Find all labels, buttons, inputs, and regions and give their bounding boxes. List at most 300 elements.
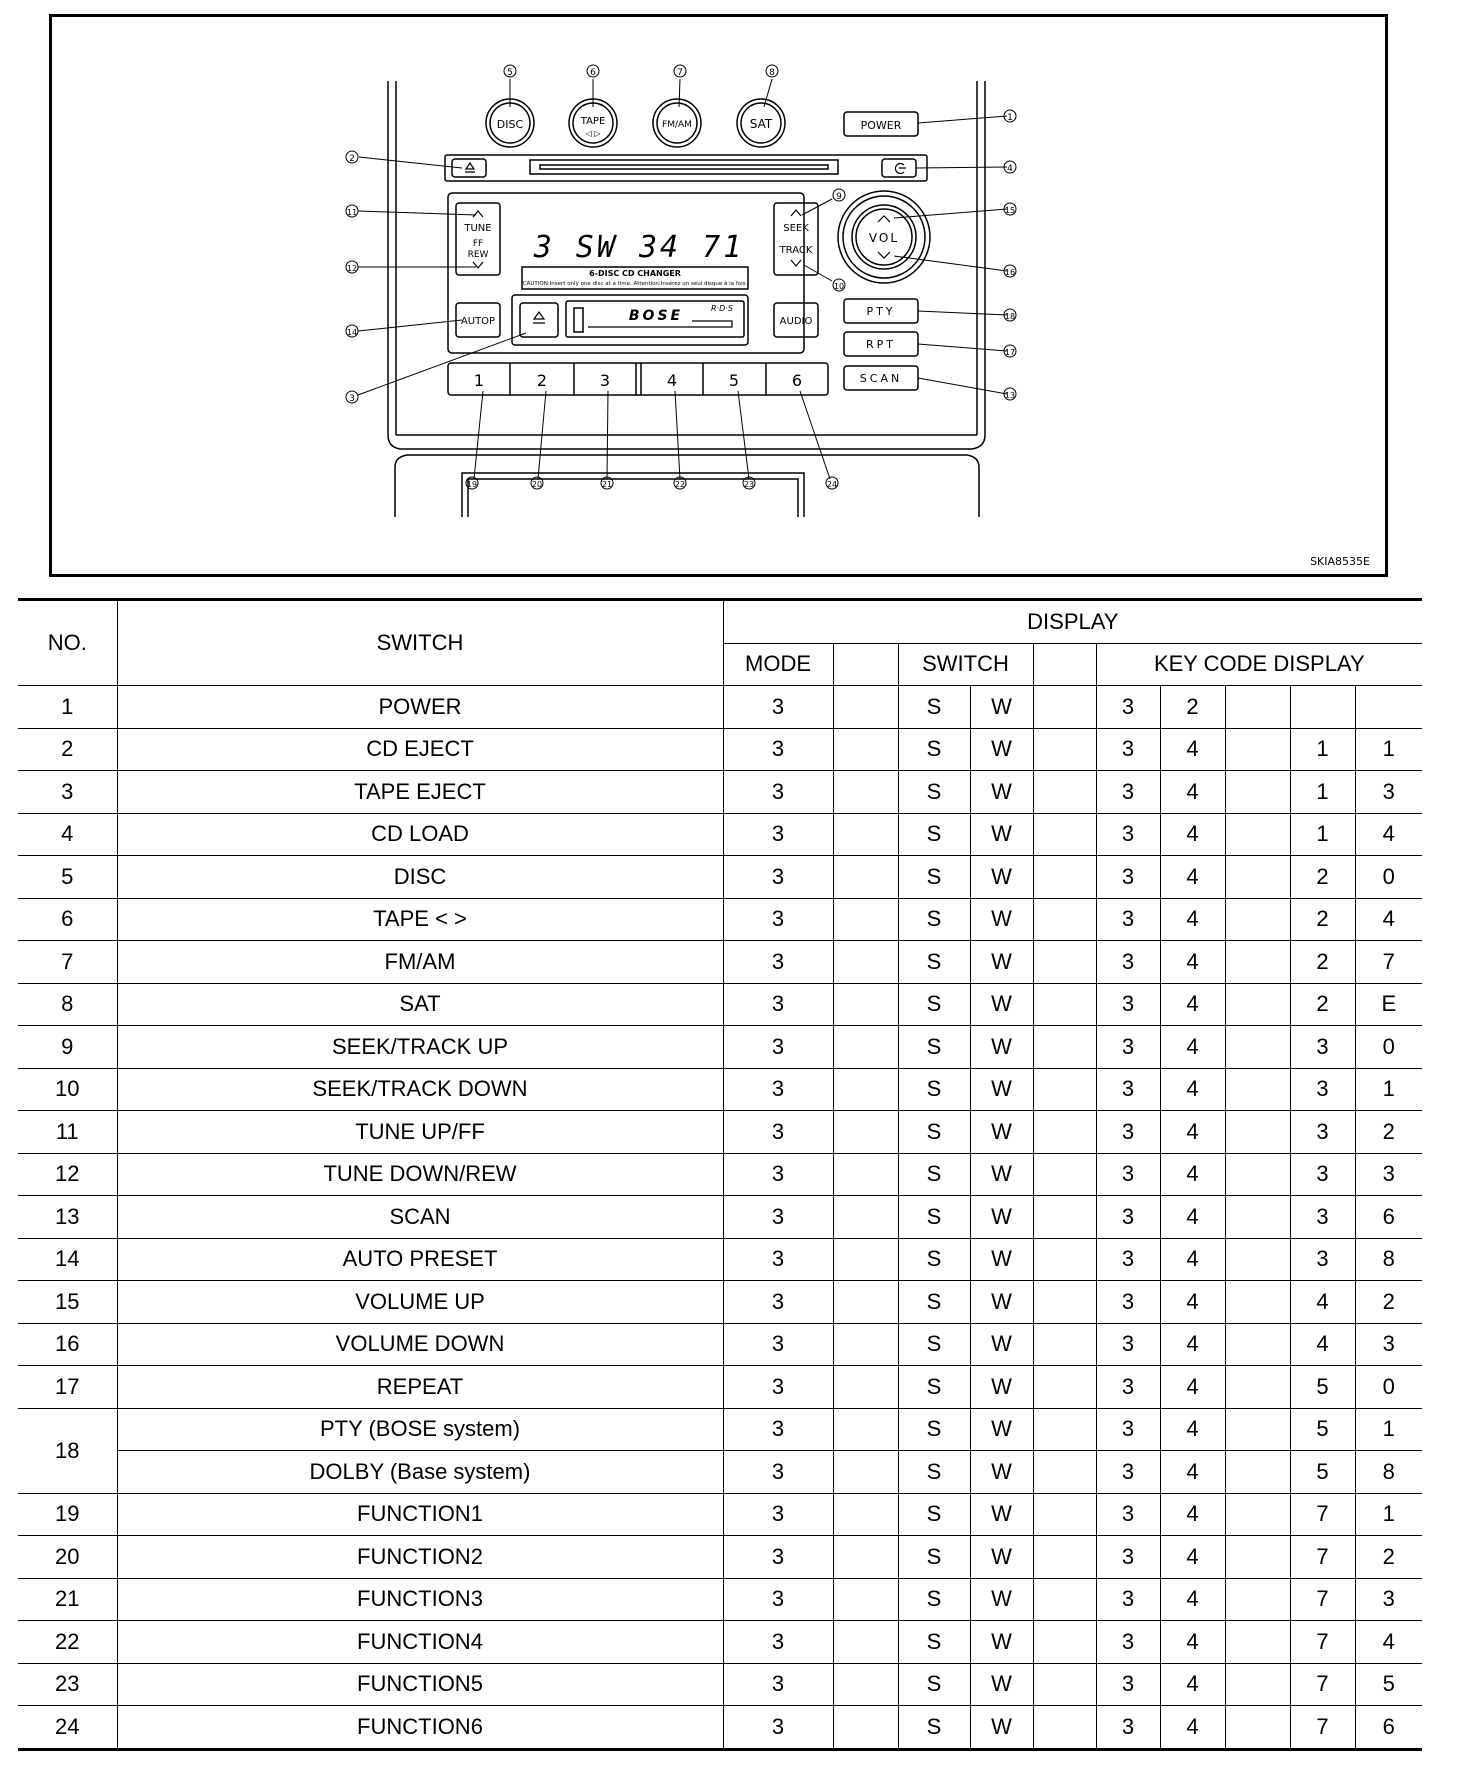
cell-key-1: 3: [1096, 1366, 1160, 1409]
cell-key-4: 0: [1355, 1026, 1422, 1069]
cell-key-1: 3: [1096, 1323, 1160, 1366]
cell-no: 21: [18, 1578, 117, 1621]
cell-no: 4: [18, 813, 117, 856]
cell-mode: 3: [723, 1323, 833, 1366]
svg-text:AUTOP: AUTOP: [460, 316, 496, 327]
cell-switch: FUNCTION6: [117, 1706, 723, 1750]
cell-switch-s: S: [898, 1578, 970, 1621]
table-row: [18, 1196, 1422, 1239]
svg-text:4: 4: [1007, 164, 1013, 174]
cell-no: 18: [18, 1408, 117, 1493]
cell-blank: [1225, 1621, 1290, 1664]
cell-key-2: 4: [1160, 1153, 1225, 1196]
cell-blank: [833, 771, 898, 814]
cell-blank: [833, 898, 898, 941]
cell-key-4: 3: [1355, 1578, 1422, 1621]
cell-key-4: 3: [1355, 1153, 1422, 1196]
cell-blank: [1033, 1663, 1096, 1706]
header-no: NO.: [18, 600, 117, 686]
cell-key-2: 4: [1160, 1238, 1225, 1281]
cell-switch-w: W: [970, 941, 1033, 984]
cell-blank: [1225, 1706, 1290, 1750]
cell-switch-s: S: [898, 983, 970, 1026]
cell-switch-w: W: [970, 1111, 1033, 1154]
cell-key-4: 2: [1355, 1281, 1422, 1324]
cell-switch-w: W: [970, 1238, 1033, 1281]
cell-no: 13: [18, 1196, 117, 1239]
cell-key-2: 4: [1160, 1111, 1225, 1154]
cell-no: 3: [18, 771, 117, 814]
cell-blank: [1225, 1408, 1290, 1451]
cell-blank: [1033, 1068, 1096, 1111]
cell-no: 11: [18, 1111, 117, 1154]
lcd-display: [522, 230, 748, 289]
cell-key-4: 1: [1355, 1493, 1422, 1536]
cell-mode: 3: [723, 1408, 833, 1451]
cell-blank: [1033, 983, 1096, 1026]
rpt-button[interactable]: [844, 332, 918, 356]
svg-text:19: 19: [466, 480, 478, 489]
svg-text:6: 6: [791, 371, 803, 390]
cell-no: 2: [18, 728, 117, 771]
svg-text:PTY: PTY: [866, 305, 896, 318]
header-switch: SWITCH: [117, 600, 723, 686]
svg-text:20: 20: [531, 480, 543, 489]
cell-switch-s: S: [898, 1451, 970, 1494]
cell-switch-w: W: [970, 1026, 1033, 1069]
cell-switch: SEEK/TRACK UP: [117, 1026, 723, 1069]
svg-text:17: 17: [1004, 348, 1016, 357]
cell-key-4: 3: [1355, 771, 1422, 814]
cell-mode: 3: [723, 898, 833, 941]
cell-blank: [833, 1068, 898, 1111]
svg-text:TAPE: TAPE: [580, 116, 606, 127]
table-row: [18, 1706, 1422, 1750]
cell-key-3: 7: [1290, 1493, 1355, 1536]
cell-key-3: 3: [1290, 1238, 1355, 1281]
cd-eject-button[interactable]: [452, 159, 486, 177]
cell-no: 5: [18, 856, 117, 899]
cell-switch-s: S: [898, 1706, 970, 1750]
cell-key-3: 3: [1290, 1026, 1355, 1069]
cell-no: 22: [18, 1621, 117, 1664]
cd-load-button[interactable]: [882, 159, 916, 177]
svg-text:TRACK: TRACK: [779, 245, 813, 256]
cell-no: 16: [18, 1323, 117, 1366]
cell-key-1: 3: [1096, 1026, 1160, 1069]
cell-switch-w: W: [970, 1621, 1033, 1664]
cell-no: 23: [18, 1663, 117, 1706]
cell-blank: [1225, 1111, 1290, 1154]
table-body: [18, 686, 1422, 1750]
cell-blank: [1033, 1451, 1096, 1494]
svg-text:8: 8: [769, 68, 775, 78]
header-mode: MODE: [723, 643, 833, 686]
cell-key-3: 4: [1290, 1281, 1355, 1324]
cell-key-3: 7: [1290, 1663, 1355, 1706]
cell-key-3: 7: [1290, 1621, 1355, 1664]
cell-key-3: [1290, 686, 1355, 729]
cell-blank: [833, 1706, 898, 1750]
cell-switch: TUNE UP/FF: [117, 1111, 723, 1154]
cell-key-4: 4: [1355, 813, 1422, 856]
cell-key-2: 4: [1160, 1281, 1225, 1324]
cell-blank: [1033, 1026, 1096, 1069]
cell-key-2: 4: [1160, 1366, 1225, 1409]
table-row: [18, 1366, 1422, 1409]
cell-blank: [1225, 1536, 1290, 1579]
cell-switch-s: S: [898, 1366, 970, 1409]
svg-text:2: 2: [536, 371, 548, 390]
cell-blank: [1225, 1196, 1290, 1239]
cell-key-1: 3: [1096, 1706, 1160, 1750]
radio-diagram-frame: [49, 14, 1388, 577]
cell-no: 6: [18, 898, 117, 941]
cell-no: 24: [18, 1706, 117, 1750]
svg-text:11: 11: [346, 208, 358, 217]
table-row: [18, 1026, 1422, 1069]
cell-key-3: 3: [1290, 1111, 1355, 1154]
cell-no: 15: [18, 1281, 117, 1324]
seek-track-rocker[interactable]: [774, 203, 818, 275]
cell-switch-w: W: [970, 1663, 1033, 1706]
svg-text:3 SW 34 71: 3 SW 34 71: [533, 230, 745, 265]
cell-switch-w: W: [970, 1196, 1033, 1239]
cell-switch-s: S: [898, 771, 970, 814]
preset-2-button[interactable]: [537, 371, 547, 390]
cell-no: 12: [18, 1153, 117, 1196]
cell-key-1: 3: [1096, 813, 1160, 856]
cell-switch-s: S: [898, 1196, 970, 1239]
cell-blank: [833, 1111, 898, 1154]
cell-switch-s: S: [898, 686, 970, 729]
radio-diagram: [52, 17, 1385, 574]
svg-text:16: 16: [1004, 268, 1016, 277]
cell-key-4: 8: [1355, 1451, 1422, 1494]
cell-key-4: 5: [1355, 1663, 1422, 1706]
table-row: [18, 1621, 1422, 1664]
cell-blank: [1225, 1068, 1290, 1111]
switch-key-code-table: [18, 598, 1422, 1751]
cell-blank: [833, 1451, 898, 1494]
cell-key-3: 7: [1290, 1706, 1355, 1750]
cell-switch-s: S: [898, 813, 970, 856]
cell-key-4: 2: [1355, 1536, 1422, 1579]
cell-key-2: 4: [1160, 1026, 1225, 1069]
cell-mode: 3: [723, 1493, 833, 1536]
cell-blank: [833, 983, 898, 1026]
cell-key-2: 4: [1160, 941, 1225, 984]
svg-text:AUDIO: AUDIO: [779, 316, 813, 327]
cell-no: 9: [18, 1026, 117, 1069]
cell-no: 10: [18, 1068, 117, 1111]
cell-blank: [833, 728, 898, 771]
cell-key-4: 4: [1355, 1621, 1422, 1664]
cell-switch-w: W: [970, 1706, 1033, 1750]
svg-text:2: 2: [349, 154, 355, 164]
svg-text:24: 24: [826, 480, 838, 489]
cell-blank: [1225, 686, 1290, 729]
cell-key-3: 3: [1290, 1068, 1355, 1111]
cell-key-1: 3: [1096, 1196, 1160, 1239]
cell-switch: FUNCTION3: [117, 1578, 723, 1621]
pty-button[interactable]: [844, 299, 918, 323]
svg-text:VOL: VOL: [868, 231, 900, 245]
cell-key-3: 1: [1290, 771, 1355, 814]
cell-key-4: 2: [1355, 1111, 1422, 1154]
svg-text:13: 13: [1004, 391, 1016, 400]
cell-blank: [1033, 898, 1096, 941]
cell-switch-w: W: [970, 1068, 1033, 1111]
cell-blank: [1225, 1026, 1290, 1069]
preset-strip: [448, 363, 828, 395]
cell-blank: [1225, 856, 1290, 899]
cell-blank: [833, 1196, 898, 1239]
cell-blank: [1225, 1153, 1290, 1196]
cell-switch-s: S: [898, 1153, 970, 1196]
cell-key-2: 4: [1160, 1451, 1225, 1494]
autop-button[interactable]: [456, 303, 500, 337]
cell-switch-w: W: [970, 1281, 1033, 1324]
svg-text:4: 4: [666, 371, 678, 390]
power-button[interactable]: [844, 112, 918, 136]
cell-switch-s: S: [898, 898, 970, 941]
svg-text:12: 12: [346, 264, 358, 273]
cell-blank: [1225, 1238, 1290, 1281]
table-row: [18, 1578, 1422, 1621]
cell-blank: [1033, 686, 1096, 729]
svg-text:SCAN: SCAN: [859, 372, 903, 385]
cell-blank: [833, 1663, 898, 1706]
cell-no: 1: [18, 686, 117, 729]
svg-text:FF: FF: [472, 239, 484, 249]
preset-3-button[interactable]: [600, 371, 610, 390]
cell-key-2: 4: [1160, 728, 1225, 771]
cell-key-1: 3: [1096, 1408, 1160, 1451]
header-key-code-display: KEY CODE DISPLAY: [1096, 643, 1422, 686]
cell-switch-w: W: [970, 1493, 1033, 1536]
cell-blank: [833, 856, 898, 899]
cell-switch-s: S: [898, 1663, 970, 1706]
cell-mode: 3: [723, 1536, 833, 1579]
cell-key-1: 3: [1096, 771, 1160, 814]
cell-key-3: 3: [1290, 1153, 1355, 1196]
cell-switch: VOLUME DOWN: [117, 1323, 723, 1366]
cell-key-2: 4: [1160, 1196, 1225, 1239]
figure-code: SKIA8535E: [1310, 555, 1370, 568]
cell-blank: [1225, 1366, 1290, 1409]
cell-key-4: 0: [1355, 856, 1422, 899]
cell-key-4: E: [1355, 983, 1422, 1026]
table-row: [18, 941, 1422, 984]
svg-text:18: 18: [1004, 312, 1016, 321]
cell-blank: [1225, 898, 1290, 941]
cell-switch-w: W: [970, 898, 1033, 941]
cell-blank: [1225, 983, 1290, 1026]
svg-text:REW: REW: [467, 250, 489, 260]
cell-blank: [1033, 941, 1096, 984]
cell-mode: 3: [723, 983, 833, 1026]
cell-switch: TUNE DOWN/REW: [117, 1153, 723, 1196]
cell-blank: [1033, 813, 1096, 856]
header-blank: [833, 643, 898, 686]
cell-switch-s: S: [898, 1238, 970, 1281]
cell-blank: [1033, 1536, 1096, 1579]
cell-switch: VOLUME UP: [117, 1281, 723, 1324]
cell-key-1: 3: [1096, 983, 1160, 1026]
svg-text:23: 23: [743, 480, 755, 489]
cell-switch: FUNCTION2: [117, 1536, 723, 1579]
cell-mode: 3: [723, 1281, 833, 1324]
cell-blank: [1033, 1621, 1096, 1664]
header-switch-sub: SWITCH: [898, 643, 1033, 686]
cell-no: 7: [18, 941, 117, 984]
cell-no: 17: [18, 1366, 117, 1409]
svg-text:BOSE: BOSE: [628, 308, 684, 324]
cell-blank: [1033, 771, 1096, 814]
cell-switch: FUNCTION5: [117, 1663, 723, 1706]
preset-6-button[interactable]: [792, 371, 802, 390]
cell-mode: 3: [723, 1153, 833, 1196]
table-row: [18, 1111, 1422, 1154]
cell-switch: CD EJECT: [117, 728, 723, 771]
cell-key-1: 3: [1096, 1153, 1160, 1196]
svg-text:9: 9: [836, 192, 842, 202]
cell-key-3: 4: [1290, 1323, 1355, 1366]
cell-key-2: 4: [1160, 1663, 1225, 1706]
cell-blank: [833, 941, 898, 984]
cell-blank: [833, 686, 898, 729]
cell-key-4: 3: [1355, 1323, 1422, 1366]
preset-1-button[interactable]: [474, 371, 484, 390]
cell-switch: POWER: [117, 686, 723, 729]
cell-mode: 3: [723, 1026, 833, 1069]
cell-switch: TAPE EJECT: [117, 771, 723, 814]
scan-button[interactable]: [844, 366, 918, 390]
cell-key-2: 4: [1160, 1706, 1225, 1750]
cell-mode: 3: [723, 1196, 833, 1239]
table-row: [18, 898, 1422, 941]
tape-eject-button[interactable]: [520, 303, 558, 337]
cell-key-2: 4: [1160, 1536, 1225, 1579]
cell-key-4: 1: [1355, 1408, 1422, 1451]
svg-text:R·D·S: R·D·S: [711, 304, 733, 313]
cell-blank: [833, 1153, 898, 1196]
table-row: [18, 771, 1422, 814]
cd-slot-strip: [445, 155, 927, 181]
cell-blank: [1033, 1238, 1096, 1281]
cell-switch-s: S: [898, 856, 970, 899]
cell-blank: [833, 1281, 898, 1324]
cell-key-4: 1: [1355, 728, 1422, 771]
sat-button[interactable]: [737, 99, 785, 147]
svg-text:POWER: POWER: [860, 119, 902, 132]
cell-key-3: 3: [1290, 1196, 1355, 1239]
svg-text:TUNE: TUNE: [464, 223, 492, 234]
volume-knob[interactable]: [838, 191, 930, 283]
cell-mode: 3: [723, 771, 833, 814]
table-row: [18, 1068, 1422, 1111]
cell-blank: [833, 1621, 898, 1664]
cell-key-1: 3: [1096, 1068, 1160, 1111]
cell-switch: DOLBY (Base system): [117, 1451, 723, 1494]
table-row: [18, 1238, 1422, 1281]
cell-switch-w: W: [970, 813, 1033, 856]
cell-no: 8: [18, 983, 117, 1026]
cell-mode: 3: [723, 1663, 833, 1706]
cell-blank: [833, 813, 898, 856]
cell-blank: [833, 1366, 898, 1409]
cell-key-2: 4: [1160, 983, 1225, 1026]
cell-switch: TAPE < >: [117, 898, 723, 941]
cell-switch: DISC: [117, 856, 723, 899]
cell-key-4: [1355, 686, 1422, 729]
cell-key-3: 2: [1290, 983, 1355, 1026]
cell-key-1: 3: [1096, 1663, 1160, 1706]
cell-key-1: 3: [1096, 686, 1160, 729]
cell-key-2: 2: [1160, 686, 1225, 729]
cell-switch-w: W: [970, 1451, 1033, 1494]
cell-no: 14: [18, 1238, 117, 1281]
preset-5-button[interactable]: [729, 371, 739, 390]
cell-switch-w: W: [970, 1153, 1033, 1196]
cell-blank: [833, 1323, 898, 1366]
table-row: [18, 1408, 1422, 1451]
preset-4-button[interactable]: [667, 371, 677, 390]
cell-blank: [833, 1578, 898, 1621]
table-row: [18, 1281, 1422, 1324]
cell-key-1: 3: [1096, 728, 1160, 771]
cell-key-2: 4: [1160, 1068, 1225, 1111]
table-row: [18, 1153, 1422, 1196]
svg-text:RPT: RPT: [866, 338, 896, 351]
cell-blank: [1225, 1281, 1290, 1324]
cell-blank: [1033, 1281, 1096, 1324]
cell-key-3: 5: [1290, 1451, 1355, 1494]
cell-switch-w: W: [970, 1408, 1033, 1451]
cell-key-3: 2: [1290, 898, 1355, 941]
cell-key-3: 1: [1290, 813, 1355, 856]
svg-text:6: 6: [590, 68, 596, 78]
table-row: [18, 1493, 1422, 1536]
svg-text:◁ ▷: ◁ ▷: [585, 129, 601, 138]
cell-switch-w: W: [970, 1366, 1033, 1409]
cell-switch: REPEAT: [117, 1366, 723, 1409]
audio-button[interactable]: [774, 303, 818, 337]
cell-blank: [1225, 1451, 1290, 1494]
table-row: [18, 856, 1422, 899]
cell-mode: 3: [723, 1111, 833, 1154]
cell-switch-s: S: [898, 1621, 970, 1664]
cell-mode: 3: [723, 1366, 833, 1409]
cell-switch: CD LOAD: [117, 813, 723, 856]
table-row: [18, 728, 1422, 771]
cell-switch-w: W: [970, 1536, 1033, 1579]
svg-text:1: 1: [1007, 113, 1013, 123]
fmam-button[interactable]: [653, 99, 701, 147]
table-row: [18, 1663, 1422, 1706]
table-row: [18, 686, 1422, 729]
header-display: DISPLAY: [723, 600, 1422, 644]
cell-key-4: 7: [1355, 941, 1422, 984]
cell-key-1: 3: [1096, 1238, 1160, 1281]
cell-blank: [1033, 1323, 1096, 1366]
tune-rocker[interactable]: [456, 203, 500, 275]
table-row: [18, 1536, 1422, 1579]
cell-switch-s: S: [898, 1493, 970, 1536]
cell-blank: [1033, 856, 1096, 899]
svg-text:5: 5: [507, 68, 513, 78]
